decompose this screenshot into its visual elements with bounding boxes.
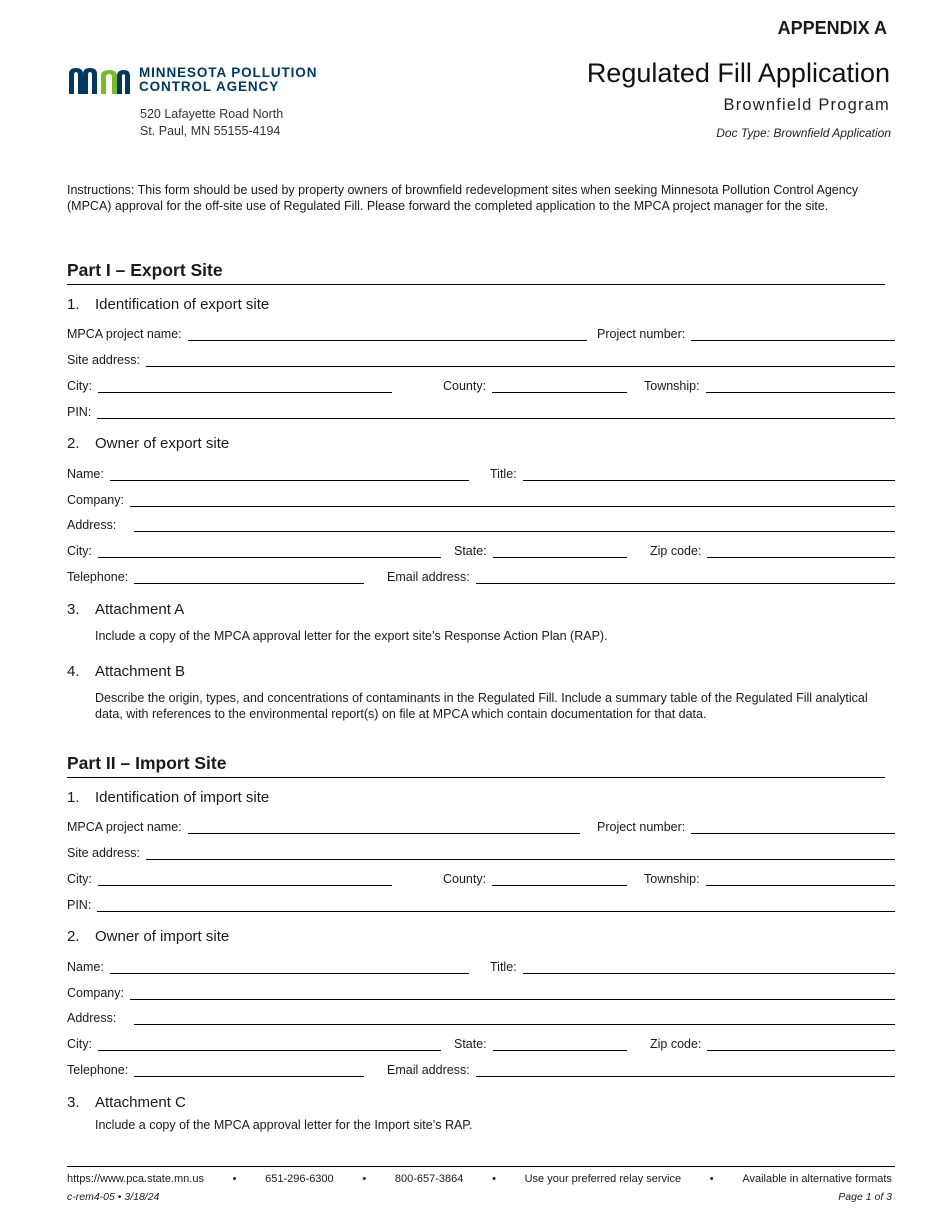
export-project-row	[67, 323, 895, 341]
footer-phone2: 800-657-3864	[394, 1173, 464, 1185]
export-owner-state-field[interactable]	[454, 540, 627, 558]
export-owner-company-field[interactable]	[67, 489, 895, 507]
export-owner-zip-field[interactable]	[650, 540, 895, 558]
appendix-label: APPENDIX A	[777, 18, 887, 38]
import-township-field[interactable]	[644, 868, 895, 886]
export-county-field[interactable]	[443, 375, 627, 393]
field-label: Title:	[490, 467, 517, 481]
export-township-field[interactable]	[644, 375, 895, 393]
mpca-logo-icon	[67, 66, 131, 94]
export-owner-address-field[interactable]	[67, 514, 895, 532]
import-site-address-field[interactable]	[67, 842, 895, 860]
import-owner-city-field[interactable]	[67, 1033, 441, 1051]
import-owner-name-row	[67, 956, 895, 974]
field-label: Company:	[67, 493, 124, 507]
field-label: County:	[443, 872, 487, 886]
section-title: Owner of import site	[95, 928, 230, 945]
section-number: 2.	[67, 928, 80, 945]
field-label: PIN:	[67, 405, 92, 419]
address-line1: 520 Lafayette Road North	[140, 107, 284, 121]
field-label: Zip code:	[650, 544, 702, 558]
field-label: MPCA project name:	[67, 820, 182, 834]
import-project-name-field[interactable]	[67, 816, 580, 834]
agency-name-line1: MINNESOTA POLLUTION	[139, 65, 318, 80]
import-owner-name-input[interactable]	[110, 960, 469, 974]
import-owner-title-input[interactable]	[523, 960, 895, 974]
field-label: Address:	[67, 1011, 117, 1025]
field-label: State:	[454, 544, 487, 558]
import-owner-email-input[interactable]	[476, 1063, 895, 1077]
import-pin-field[interactable]	[67, 894, 895, 912]
import-owner-telephone-input[interactable]	[134, 1063, 364, 1077]
footer-page-number: Page 1 of 3	[838, 1191, 892, 1203]
export-owner-state-input[interactable]	[493, 544, 627, 558]
part1-section4-title	[67, 663, 185, 680]
document-subtitle: Brownfield Program	[723, 96, 890, 114]
export-project-name-field[interactable]	[67, 323, 587, 341]
field-label: City:	[67, 1037, 92, 1051]
field-label: Project number:	[597, 327, 686, 341]
part1-section3-title	[67, 601, 184, 618]
section-number: 1.	[67, 789, 80, 806]
import-site-address-row	[67, 842, 895, 860]
section-number: 3.	[67, 601, 80, 618]
footer-doc-info	[67, 1191, 892, 1203]
section-number: 1.	[67, 296, 80, 313]
agency-name	[139, 66, 317, 94]
export-owner-city-input[interactable]	[98, 544, 441, 558]
part2-section1-title	[67, 789, 269, 806]
footer-divider	[67, 1166, 895, 1167]
part1-section2-title	[67, 435, 229, 452]
export-city-field[interactable]	[67, 375, 392, 393]
field-label: Site address:	[67, 353, 140, 367]
section-title: Attachment C	[95, 1094, 186, 1111]
field-label: Email address:	[387, 1063, 470, 1077]
import-county-input[interactable]	[492, 872, 627, 886]
footer-bullet: •	[232, 1173, 237, 1185]
section-title: Identification of import site	[95, 789, 270, 806]
section-title: Attachment B	[95, 663, 186, 680]
export-owner-company-row	[67, 489, 895, 507]
section-number: 4.	[67, 663, 80, 680]
import-owner-email-field[interactable]	[387, 1059, 895, 1077]
import-county-field[interactable]	[443, 868, 627, 886]
import-project-number-field[interactable]	[597, 816, 895, 834]
agency-name-line2: CONTROL AGENCY	[139, 79, 280, 94]
export-county-input[interactable]	[492, 379, 627, 393]
field-label: Name:	[67, 467, 104, 481]
attachment-a-description: Include a copy of the MPCA approval letter for the export site’s Response Action Plan (RAP).	[95, 629, 608, 643]
footer-phone1: 651-296-6300	[265, 1173, 334, 1185]
export-owner-address-input[interactable]	[134, 518, 895, 532]
import-owner-city-row	[67, 1033, 895, 1051]
import-owner-state-input[interactable]	[493, 1037, 627, 1051]
field-label: Name:	[67, 960, 104, 974]
export-owner-title-input[interactable]	[523, 467, 895, 481]
attachment-c-description: Include a copy of the MPCA approval letter for the Import site’s RAP.	[95, 1118, 473, 1132]
section-number: 2.	[67, 435, 80, 452]
import-owner-company-row	[67, 982, 895, 1000]
part2-section3-title	[67, 1094, 186, 1111]
export-site-address-input[interactable]	[146, 353, 895, 367]
address-line2: St. Paul, MN 55155-4194	[140, 124, 281, 138]
attachment-b-description: Describe the origin, types, and concentrations of contaminants in the Regulated Fill. Include a summary table of the Regulated Fill analytical data, with references to the environmental report(s) on file at MPCA which contain documentation for that data.	[95, 691, 868, 721]
section-title: Identification of export site	[95, 296, 270, 313]
export-project-number-field[interactable]	[597, 323, 895, 341]
import-owner-name-field[interactable]	[67, 956, 469, 974]
agency-address	[140, 106, 283, 140]
document-title: Regulated Fill Application	[586, 58, 890, 88]
field-label: Project number:	[597, 820, 686, 834]
import-project-row	[67, 816, 895, 834]
import-city-input[interactable]	[98, 872, 392, 886]
import-township-input[interactable]	[706, 872, 895, 886]
footer-bullet: •	[709, 1173, 714, 1185]
export-owner-name-input[interactable]	[110, 467, 469, 481]
field-label: Zip code:	[650, 1037, 702, 1051]
import-site-address-input[interactable]	[146, 846, 895, 860]
import-city-field[interactable]	[67, 868, 392, 886]
export-pin-row	[67, 401, 895, 419]
import-owner-contact-row	[67, 1059, 895, 1077]
export-owner-city-field[interactable]	[67, 540, 441, 558]
footer-bullet: •	[492, 1173, 496, 1185]
field-label: Telephone:	[67, 1063, 129, 1077]
export-site-address-row	[67, 349, 895, 367]
export-pin-input[interactable]	[97, 405, 895, 419]
import-pin-input[interactable]	[97, 898, 895, 912]
part1-section1-title	[67, 296, 269, 313]
export-owner-telephone-field[interactable]	[67, 566, 364, 584]
field-label: State:	[454, 1037, 487, 1051]
field-label: Title:	[490, 960, 517, 974]
export-location-row	[67, 375, 895, 393]
export-owner-name-field[interactable]	[67, 463, 469, 481]
field-label: County:	[443, 379, 487, 393]
export-site-address-field[interactable]	[67, 349, 895, 367]
field-label: Email address:	[387, 570, 470, 584]
part2-section2-title	[67, 928, 229, 945]
agency-logo	[67, 66, 317, 94]
export-owner-email-input[interactable]	[476, 570, 895, 584]
export-township-input[interactable]	[706, 379, 895, 393]
field-label: PIN:	[67, 898, 92, 912]
field-label: City:	[67, 872, 92, 886]
import-pin-row	[67, 894, 895, 912]
field-label: MPCA project name:	[67, 327, 182, 341]
instructions-paragraph: Instructions: This form should be used by property owners of brownfield redevelopment sites when seeking Minnesota Pollution Control Agency (MPCA) approval for the off-site use of Regulated Fill. Please forward the completed application to the MPCA project manager for the site.	[67, 183, 859, 213]
import-project-number-input[interactable]	[691, 820, 895, 834]
footer-doc-code: c-rem4-05 • 3/18/24	[67, 1191, 160, 1203]
import-owner-city-input[interactable]	[98, 1037, 441, 1051]
footer-relay: Use your preferred relay service	[524, 1173, 682, 1185]
field-label: Site address:	[67, 846, 140, 860]
field-label: Address:	[67, 518, 117, 532]
document-type: Doc Type: Brownfield Application	[716, 126, 891, 140]
footer-contact	[67, 1173, 892, 1185]
field-label: City:	[67, 379, 92, 393]
section-title: Owner of export site	[95, 435, 230, 452]
export-owner-telephone-input[interactable]	[134, 570, 364, 584]
export-project-number-input[interactable]	[691, 327, 895, 341]
export-city-input[interactable]	[98, 379, 392, 393]
part2-heading: Part II – Import Site	[67, 753, 885, 778]
field-label: Township:	[644, 379, 700, 393]
part1-heading: Part I – Export Site	[67, 260, 885, 285]
footer-website-link[interactable]: https://www.pca.state.mn.us	[67, 1173, 204, 1185]
export-owner-email-field[interactable]	[387, 566, 895, 584]
import-location-row	[67, 868, 895, 886]
footer-bullet: •	[362, 1173, 367, 1185]
import-owner-zip-input[interactable]	[707, 1037, 895, 1051]
field-label: Company:	[67, 986, 124, 1000]
import-owner-address-row	[67, 1007, 895, 1025]
export-owner-title-field[interactable]	[490, 463, 895, 481]
export-owner-name-row	[67, 463, 895, 481]
import-owner-state-field[interactable]	[454, 1033, 627, 1051]
import-owner-address-field[interactable]	[67, 1007, 895, 1025]
import-owner-company-field[interactable]	[67, 982, 895, 1000]
export-owner-zip-input[interactable]	[707, 544, 895, 558]
field-label: Telephone:	[67, 570, 129, 584]
export-owner-company-input[interactable]	[130, 493, 895, 507]
field-label: Township:	[644, 872, 700, 886]
section-title: Attachment A	[95, 601, 185, 618]
export-pin-field[interactable]	[67, 401, 895, 419]
export-owner-city-row	[67, 540, 895, 558]
field-label: City:	[67, 544, 92, 558]
import-owner-company-input[interactable]	[130, 986, 895, 1000]
footer-alt-formats: Available in alternative formats	[742, 1173, 892, 1185]
export-owner-contact-row	[67, 566, 895, 584]
import-project-name-input[interactable]	[188, 820, 580, 834]
import-owner-title-field[interactable]	[490, 956, 895, 974]
import-owner-zip-field[interactable]	[650, 1033, 895, 1051]
import-owner-telephone-field[interactable]	[67, 1059, 364, 1077]
import-owner-address-input[interactable]	[134, 1011, 895, 1025]
section-number: 3.	[67, 1094, 80, 1111]
export-owner-address-row	[67, 514, 895, 532]
export-project-name-input[interactable]	[188, 327, 587, 341]
